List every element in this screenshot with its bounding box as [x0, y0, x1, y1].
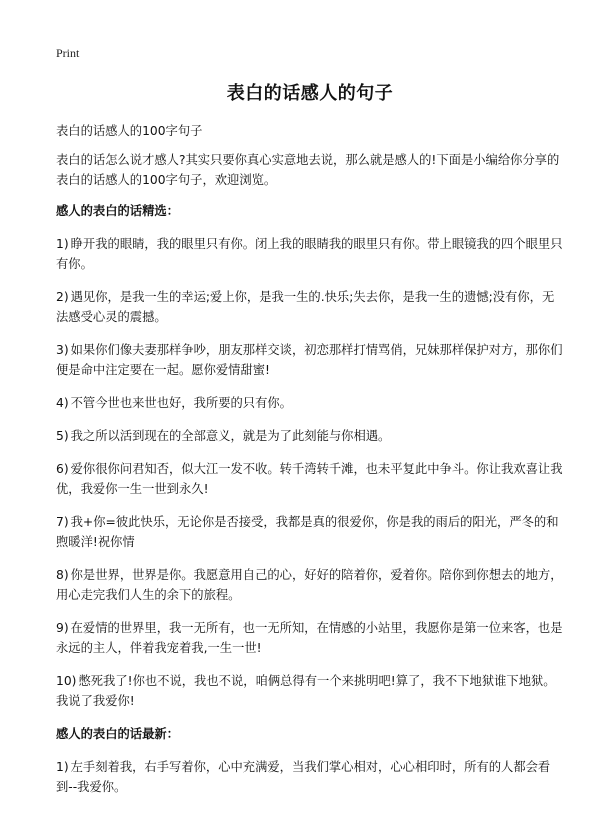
list-item [56, 340, 564, 380]
item-number: 8) [56, 568, 69, 582]
item-text: 在爱情的世界里，我一无所有，也一无所知，在情感的小站里，我愿你是第一位来客，也是永远的主人，伴着我宠着我,一生一世! [56, 621, 563, 655]
item-text: 我+你=彼此快乐，无论你是否接受，我都是真的很爱你，你是我的雨后的阳光，严冬的和煦暖洋!祝你情 [56, 515, 559, 549]
item-number: 2) [56, 290, 69, 304]
page-title: 表白的话感人的句子 [226, 83, 394, 104]
article-body [56, 121, 564, 810]
list-item [56, 234, 564, 274]
section-heading: 感人的表白的话精选： [56, 204, 179, 218]
item-text: 你是世界，世界是你。我愿意用自己的心，好好的陪着你，爱着你。陪你到你想去的地方，用心走完我们人生的余下的旅程。 [56, 568, 563, 602]
item-text: 睁开我的眼睛，我的眼里只有你。闭上我的眼睛我的眼里只有你。带上眼镜我的四个眼里只有你。 [56, 237, 563, 271]
section-selected [56, 201, 564, 711]
list-item [56, 426, 564, 446]
item-number: 4) [56, 396, 69, 410]
section-latest [56, 724, 564, 797]
list-item [56, 618, 564, 658]
item-number: 6) [56, 462, 69, 476]
item-number: 7) [56, 515, 69, 529]
item-number: 9) [56, 621, 69, 635]
item-text: 遇见你，是我一生的幸运;爱上你，是我一生的.快乐;失去你，是我一生的遗憾;没有你，无法感受心灵的震撼。 [56, 290, 555, 324]
list-item [56, 512, 564, 552]
item-text: 我之所以活到现在的全部意义，就是为了此刻能与你相遇。 [70, 429, 391, 443]
list-item [56, 459, 564, 499]
section-heading: 感人的表白的话最新： [56, 727, 179, 741]
item-text: 憋死我了!你也不说，我也不说，咱俩总得有一个来挑明吧!算了，我不下地狱谁下地狱。我说了我爱你! [56, 674, 556, 708]
list-item [56, 287, 564, 327]
print-link[interactable]: Print [56, 46, 80, 60]
item-number: 3) [56, 343, 69, 357]
item-number: 1) [56, 237, 69, 251]
item-number: 5) [56, 429, 69, 443]
item-text: 不管今世也来世也好，我所要的只有你。 [70, 396, 292, 410]
list-item [56, 671, 564, 711]
list-item [56, 393, 564, 413]
item-number: 10) [56, 674, 77, 688]
item-text: 如果你们像夫妻那样争吵，朋友那样交谈，初恋那样打情骂俏，兄妹那样保护对方，那你们便是命中注定要在一起。愿你爱情甜蜜! [56, 343, 563, 377]
item-number: 1) [56, 760, 69, 774]
list-item [56, 757, 564, 797]
item-text: 爱你很你问君知否，似大江一发不收。转千湾转千滩，也未平复此中争斗。你让我欢喜让我优，我爱你一生一世到永久! [56, 462, 563, 496]
article-intro: 表白的话怎么说才感人?其实只要你真心实意地去说，那么就是感人的!下面是小编给你分享的表白的话感人的100字句子，欢迎浏览。 [56, 153, 560, 187]
item-text: 左手刻着我，右手写着你，心中充满爱，当我们掌心相对，心心相印时，所有的人都会看到--我爱你。 [56, 760, 551, 794]
list-item [56, 565, 564, 605]
article-subtitle: 表白的话感人的100字句子 [56, 124, 203, 138]
